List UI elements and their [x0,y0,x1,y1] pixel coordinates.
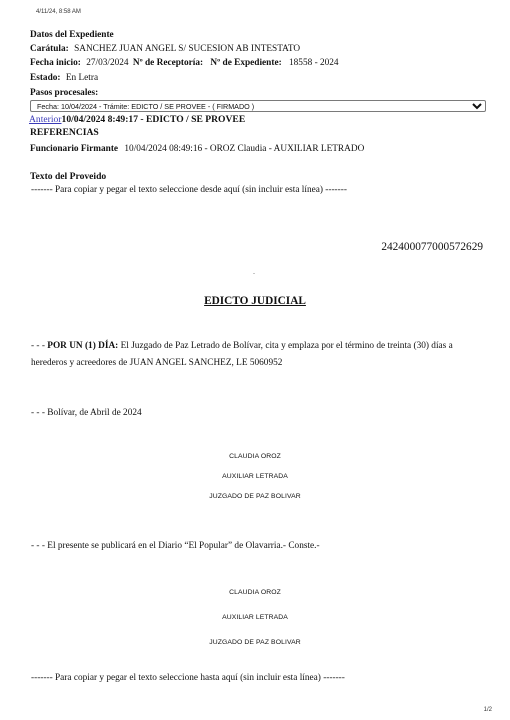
tramite-title: 10/04/2024 8:49:17 - EDICTO / SE PROVEE [61,114,246,125]
fecha-inicio-value: 27/03/2024 [86,58,129,68]
edicto-paragraph-3: - - - El presente se publicará en el Diario “El Popular” de Olavarria.- Conste.- [31,541,320,551]
fecha-row [30,57,339,69]
expediente-number-value: 18558 - 2024 [289,58,339,68]
anterior-link[interactable]: Anterior [29,114,62,125]
copy-start-line: ------- Para copiar y pegar el texto seleccione desde aquí (sin incluir esta línea) ------- [31,185,347,195]
firmante-label: Funcionario Firmante [30,144,119,154]
fecha-inicio-label: Fecha inicio: [30,58,81,68]
expediente-number-label: Nº de Expediente: [210,58,282,68]
proveido-heading: Texto del Proveido [30,171,107,182]
estado-value: En Letra [65,73,99,83]
copy-end-line: ------- Para copiar y pegar el texto seleccione hasta aquí (sin incluir esta línea) ------- [31,673,345,683]
receptoria-label: Nº de Receptoría: [132,58,204,68]
para1-prefix: - - - [31,341,48,351]
edicto-paragraph-1 [31,338,487,372]
para1-text: El Juzgado de Paz Letrado de Bolívar, cita y emplaza por el término de treinta (30) días a herederos y acreedores de JUAN ANGEL SANCHEZ, LE 5060952 [31,341,453,368]
edicto-paragraph-2: - - - Bolívar, de Abril de 2024 [31,408,142,418]
estado-row [30,72,98,84]
signature-2-name: CLAUDIA OROZ [229,589,281,596]
expediente-heading: Datos del Expediente [30,30,114,40]
signature-1-court: JUZGADO DE PAZ BOLIVAR [209,493,301,500]
signature-1-role: AUXILIAR LETRADA [222,473,288,480]
page-number: 1/2 [483,707,492,713]
firmante-value: 10/04/2024 08:49:16 - OROZ Claudia - AUXILIAR LETRADO [124,144,365,154]
firmante-row [30,143,364,155]
signature-1-name: CLAUDIA OROZ [229,453,281,460]
referencias-heading: REFERENCIAS [30,127,99,138]
caratula-row [30,43,300,55]
estado-label: Estado: [30,73,61,83]
para1-bold: POR UN (1) DÍA: [47,341,119,351]
signature-2-role: AUXILIAR LETRADA [222,614,288,621]
pasos-procesales-select[interactable] [30,100,486,112]
caratula-label: Carátula: [30,44,69,54]
document-code: 242400077000572629 [381,241,483,253]
edicto-title: EDICTO JUDICIAL [204,295,306,307]
tramite-nav [29,114,245,125]
print-timestamp: 4/11/24, 8:58 AM [36,9,81,15]
separator-dash: - [253,271,255,277]
pasos-label: Pasos procesales: [30,88,99,98]
signature-2-court: JUZGADO DE PAZ BOLIVAR [209,639,301,646]
caratula-value: SANCHEZ JUAN ANGEL S/ SUCESION AB INTESTATO [74,44,301,54]
